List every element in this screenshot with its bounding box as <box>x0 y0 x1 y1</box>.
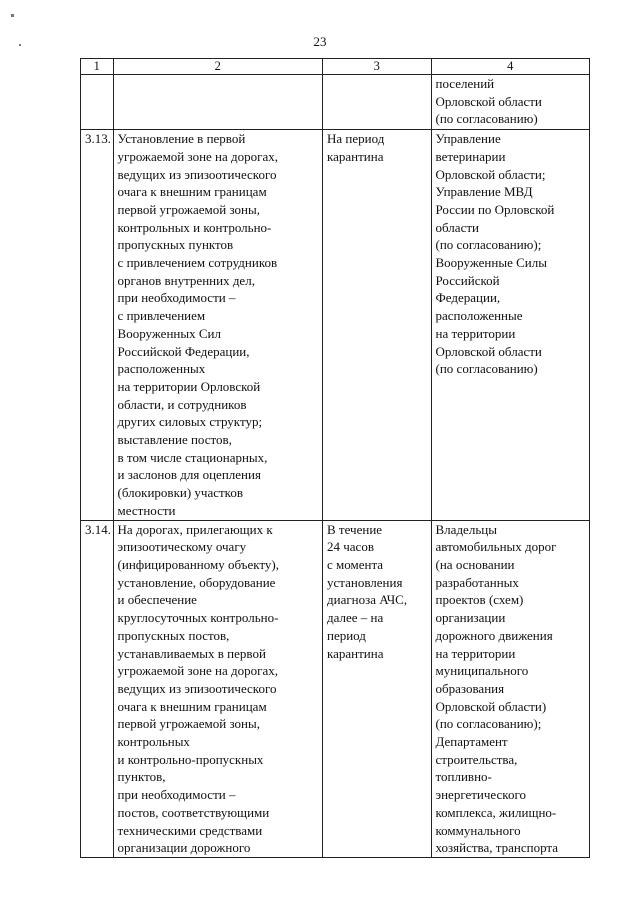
term-line: карантина <box>327 645 384 661</box>
term-cell <box>323 75 432 130</box>
responsible-line: строительства, <box>435 751 518 767</box>
responsible-line: Федерации, <box>435 290 501 306</box>
action-line: и контрольно-пропускных <box>117 751 264 767</box>
action-line: пропускных пунктов <box>117 237 234 253</box>
responsible-line: разработанных <box>435 574 519 590</box>
responsible-line: автомобильных дорог <box>435 539 557 555</box>
responsible-cell <box>431 520 589 857</box>
responsible-line: проектов (схем) <box>435 592 524 608</box>
term-line: карантина <box>327 148 384 164</box>
action-line: (блокировки) участков <box>117 485 243 501</box>
action-line: На дорогах, прилегающих к <box>117 521 273 537</box>
action-line: первой угрожаемой зоны, <box>117 201 260 217</box>
responsible-line: Управление <box>435 131 501 147</box>
action-line: постов, соответствующими <box>117 804 270 820</box>
responsible-cell <box>431 130 589 520</box>
action-line: Вооруженных Сил <box>117 325 221 341</box>
term-line: На период <box>327 131 385 147</box>
action-line: области, и сотрудников <box>117 396 247 412</box>
action-line: контрольных <box>117 734 190 750</box>
row-number: 3.14. <box>81 520 114 857</box>
responsible-line: (на основании <box>435 556 515 572</box>
action-line: (инфицированному объекту), <box>117 556 279 572</box>
responsible-line: дорожного движения <box>435 627 553 643</box>
action-line: пропускных постов, <box>117 627 230 643</box>
responsible-line: Орловской области <box>435 343 542 359</box>
responsible-line: поселений <box>435 76 495 91</box>
action-cell <box>113 75 322 130</box>
measures-table <box>80 58 590 858</box>
table-row <box>81 130 590 520</box>
term-cell <box>323 130 432 520</box>
action-line: выставление постов, <box>117 432 232 448</box>
scan-speck <box>11 14 14 17</box>
responsible-line: ветеринарии <box>435 148 506 164</box>
responsible-line: Орловской области; <box>435 166 546 182</box>
header-cell-1: 1 <box>81 59 114 75</box>
action-line: при необходимости – <box>117 787 236 803</box>
action-line: других силовых структур; <box>117 414 263 430</box>
action-line: при необходимости – <box>117 290 236 306</box>
action-cell <box>113 520 322 857</box>
action-line: первой угрожаемой зоны, <box>117 716 260 732</box>
header-cell-3: 3 <box>323 59 432 75</box>
responsible-line: (по согласованию) <box>435 361 538 377</box>
page-number: 23 <box>313 34 327 49</box>
action-line: пунктов, <box>117 769 166 785</box>
responsible-line: образования <box>435 680 505 696</box>
action-line: в том числе стационарных, <box>117 449 268 465</box>
action-line: угрожаемой зоне на дорогах, <box>117 663 278 679</box>
action-line: контрольных и контрольно- <box>117 219 272 235</box>
action-line: угрожаемой зоне на дорогах, <box>117 148 278 164</box>
responsible-line: комплекса, жилищно- <box>435 804 557 820</box>
action-line: и заслонов для оцепления <box>117 467 261 483</box>
header-cell-4: 4 <box>431 59 589 75</box>
action-line: на территории Орловской <box>117 378 261 394</box>
table-row <box>81 75 590 130</box>
responsible-line: топливно- <box>435 769 492 785</box>
action-line: круглосуточных контрольно- <box>117 610 279 626</box>
term-cell <box>323 520 432 857</box>
action-line: эпизоотическому очагу <box>117 539 247 555</box>
responsible-line: Орловской области <box>435 93 542 109</box>
responsible-line: Российской <box>435 272 500 288</box>
responsible-line: (по согласованию); <box>435 237 542 253</box>
term-line: диагноза АЧС, <box>327 592 408 608</box>
term-line: В течение <box>327 521 383 537</box>
responsible-line: Вооруженные Силы <box>435 255 547 271</box>
responsible-line: на территории <box>435 645 516 661</box>
action-line: местности <box>117 502 176 518</box>
action-line: техническими средствами <box>117 822 263 838</box>
action-line: установление, оборудование <box>117 574 276 590</box>
term-line: период <box>327 627 366 643</box>
responsible-line: Управление МВД <box>435 184 533 200</box>
term-line: 24 часов <box>327 539 374 555</box>
responsible-line: Орловской области) <box>435 698 547 714</box>
action-line: ведущих из эпизоотического <box>117 166 277 182</box>
action-line: устанавливаемых в первой <box>117 645 266 661</box>
action-line: Установление в первой <box>117 131 246 147</box>
responsible-line: расположенные <box>435 308 523 324</box>
responsible-line: энергетического <box>435 787 526 803</box>
responsible-line: Департамент <box>435 734 508 750</box>
action-line: органов внутренних дел, <box>117 272 255 288</box>
action-line: с привлечением сотрудников <box>117 255 278 271</box>
row-number: 3.13. <box>81 130 114 520</box>
action-line: ведущих из эпизоотического <box>117 680 277 696</box>
responsible-line: (по согласованию) <box>435 111 538 127</box>
action-line: организации дорожного <box>117 840 251 856</box>
term-line: установления <box>327 574 403 590</box>
action-line: и обеспечение <box>117 592 197 608</box>
responsible-line: муниципального <box>435 663 529 679</box>
responsible-line: на территории <box>435 325 516 341</box>
responsible-line: коммунального <box>435 822 521 838</box>
header-cell-2: 2 <box>113 59 322 75</box>
row-number <box>81 75 114 130</box>
term-line: далее – на <box>327 610 384 626</box>
responsible-line: организации <box>435 610 506 626</box>
responsible-line: (по согласованию); <box>435 716 542 732</box>
action-line: расположенных <box>117 361 206 377</box>
responsible-line: хозяйства, транспорта <box>435 840 559 856</box>
responsible-line: области <box>435 219 479 235</box>
responsible-line: России по Орловской <box>435 201 555 217</box>
action-line: очага к внешним границам <box>117 698 267 714</box>
responsible-line: Владельцы <box>435 521 497 537</box>
action-line: Российской Федерации, <box>117 343 250 359</box>
table-row <box>81 520 590 857</box>
action-cell <box>113 130 322 520</box>
action-line: с привлечением <box>117 308 206 324</box>
action-line: очага к внешним границам <box>117 184 267 200</box>
term-line: с момента <box>327 556 384 572</box>
table-header-row <box>81 59 590 75</box>
responsible-cell <box>431 75 589 130</box>
